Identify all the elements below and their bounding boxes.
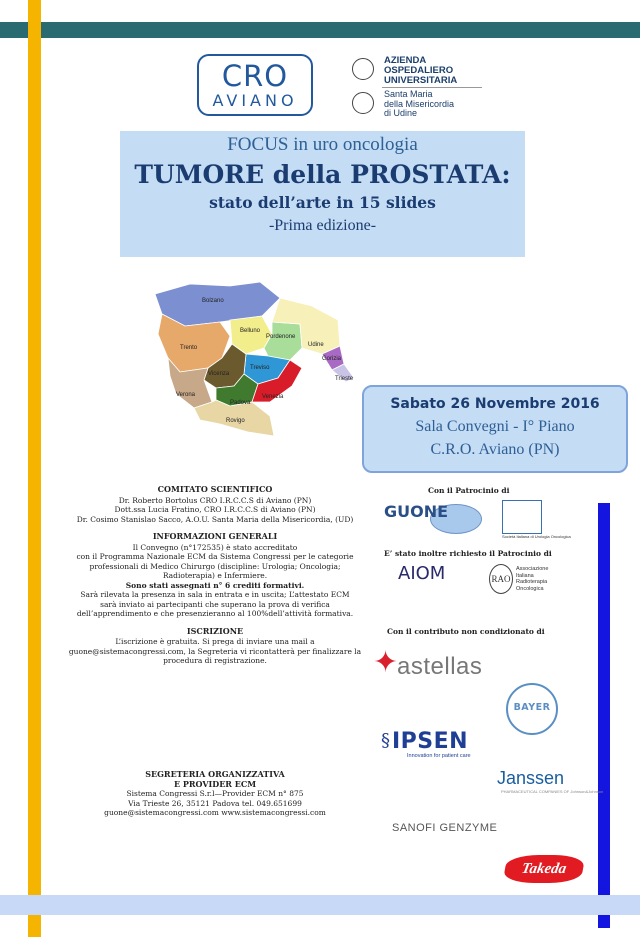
airo-caption: Associazione Italiana Radioterapia Oncologica: [516, 566, 549, 592]
aviano-logo-text: AVIANO: [212, 91, 298, 110]
info-line: con il Programma Nazionale ECM da Sistema Congressi per le categorie: [76, 552, 354, 561]
guone-siuro-logos: [384, 498, 574, 540]
info-line: Sarà rilevata la presenza in sala in entrata e in uscita; L’attestato ECM: [80, 590, 350, 599]
udine-eagle-icon: [352, 92, 374, 114]
iscrizione-line: L’iscrizione è gratuita. Si prega di inviare una mail a: [115, 637, 315, 646]
event-box: [362, 385, 628, 473]
comitato-line: Dott.ssa Lucia Fratino, CRO I.R.C.C.S di Aviano (PN): [114, 505, 316, 514]
bottom-stripe: [0, 895, 640, 915]
map-label-trieste: Trieste: [335, 376, 354, 382]
map-label-verona: Verona: [176, 392, 196, 398]
takeda-logo: [503, 855, 586, 883]
iscrizione-line: guone@sistemacongressi.com, la Segreteria vi ricontatterà per finalizzare la: [68, 646, 362, 656]
airo-logo: RAO: [489, 564, 513, 594]
event-room: Sala Convegni - I° Piano: [415, 418, 575, 435]
map-label-udine: Udine: [308, 342, 324, 348]
segreteria-heading: SEGRETERIA ORGANIZZATIVA: [145, 769, 285, 779]
sanofi-genzyme-logo: SANOFI GENZYME: [392, 822, 498, 834]
azienda-ospedaliera-logo: [352, 56, 502, 122]
comitato-line: Dr. Roberto Bortolus CRO I.R.C.C.S di Aviano (PN): [118, 495, 312, 505]
astellas-logo: astellas: [397, 653, 483, 680]
comitato-heading: COMITATO SCIENTIFICO: [157, 484, 273, 494]
info-line: professionali di Medico Chirurgo (discipline: Urologia; Oncologia;: [89, 561, 341, 571]
bayer-logo: [506, 683, 558, 735]
map-label-venezia: Venezia: [262, 394, 284, 400]
cro-logo-text: CRO: [221, 59, 289, 93]
region-map: [150, 276, 360, 446]
right-stripe: [598, 503, 610, 928]
top-stripe: [0, 22, 640, 38]
map-label-treviso: Treviso: [250, 365, 270, 371]
cro-aviano-logo: [197, 54, 313, 116]
provider-heading: E PROVIDER ECM: [173, 778, 257, 789]
page-title: TUMORE della PROSTATA:: [134, 160, 511, 189]
iscrizione-heading: ISCRIZIONE: [186, 625, 244, 636]
left-column: [50, 485, 380, 674]
info-section: [50, 532, 380, 619]
azienda-name: AZIENDA OSPEDALIERO UNIVERSITARIA: [384, 55, 458, 86]
requested-heading: E’ stato inoltre richiesto il Patrocinio di: [384, 549, 552, 558]
janssen-subtitle: PHARMACEUTICAL COMPANIES OF Johnson&Johnson: [501, 789, 604, 794]
sponsors-heading: Con il contributo non condizionato di: [387, 627, 545, 636]
ipsen-tagline: Innovation for patient care: [407, 753, 471, 759]
comitato-section: [50, 485, 380, 524]
azienda-emblem-icon: [352, 58, 374, 80]
ipsen-logo: IPSEN: [392, 729, 469, 754]
info-line: sarà inviato ai partecipanti che superano la prova di verifica: [100, 599, 330, 609]
title-box: [120, 131, 525, 257]
azienda-divider: [382, 87, 482, 88]
astellas-star-icon: ✦: [373, 645, 399, 680]
siuro-caption: Società Italiana di Urologia Oncologica: [502, 534, 571, 539]
map-label-padova: Padova: [230, 400, 251, 406]
event-date: Sabato 26 Novembre 2016: [390, 396, 600, 412]
page-subtitle: stato dell’arte in 15 slides: [209, 193, 436, 212]
info-heading: INFORMAZIONI GENERALI: [152, 531, 278, 541]
segreteria-line: guone@sistemacongressi.com www.sistemacongressi.com: [104, 808, 326, 817]
map-label-bolzano: Bolzano: [202, 298, 224, 304]
janssen-logo: Janssen: [497, 768, 565, 788]
guone-logo-text: GUONE: [384, 502, 449, 521]
takeda-logo-text: Takeda: [520, 861, 568, 877]
aiom-logo: AIOM: [398, 563, 446, 584]
santa-maria-name: Santa Maria della Misericordia di Udine: [384, 89, 455, 118]
siuro-logo-icon: [502, 500, 542, 534]
info-line: Il Convegno (n°172535) è stato accreditato: [132, 542, 298, 552]
left-stripe: [28, 0, 41, 937]
credits-line: Sono stati assegnati n° 6 crediti formativi.: [125, 580, 305, 590]
segreteria-line: Sistema Congressi S.r.l—Provider ECM n° 875: [126, 789, 304, 798]
segreteria-line: Via Trieste 26, 35121 Padova tel. 049.651699: [128, 798, 302, 808]
map-label-gorizia: Gorizia: [322, 356, 342, 362]
event-place: C.R.O. Aviano (PN): [430, 441, 560, 458]
iscrizione-line: procedura di registrazione.: [163, 656, 267, 665]
edition-label: -Prima edizione-: [268, 217, 377, 234]
segreteria-section: [50, 770, 380, 818]
focus-heading: FOCUS in uro oncologia: [227, 134, 418, 155]
patrocinio-heading: Con il Patrocinio di: [428, 486, 510, 495]
info-line: dell’apprendimento e che presenzieranno al 100%dell’attività formativa.: [76, 609, 354, 618]
map-label-pordenone: Pordenone: [266, 334, 296, 340]
ipsen-mark-icon: §: [381, 730, 390, 751]
bayer-logo-text: BAYER: [513, 702, 551, 713]
iscrizione-section: [50, 627, 380, 666]
region-pordenone: [264, 322, 302, 360]
info-line: Radioterapia) e Infermiere.: [162, 571, 268, 580]
map-label-vicenza: Vicenza: [208, 371, 230, 377]
map-label-trento: Trento: [180, 345, 198, 351]
comitato-line: Dr. Cosimo Stanislao Sacco, A.O.U. Santa Maria della Misericordia, (UD): [76, 514, 354, 524]
map-label-rovigo: Rovigo: [226, 418, 245, 424]
map-label-belluno: Belluno: [240, 328, 261, 334]
